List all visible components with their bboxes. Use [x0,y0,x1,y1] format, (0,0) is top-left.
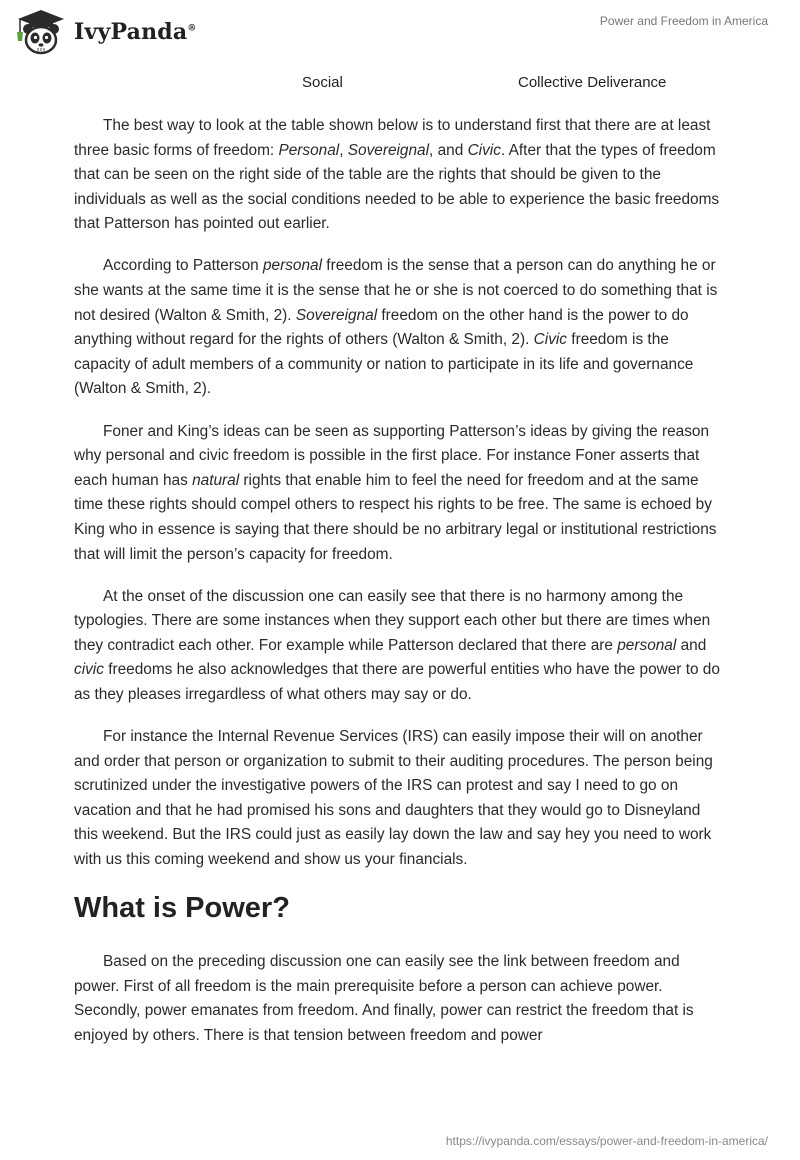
essay-body [74,114,726,1066]
document-title: Power and Freedom in America [599,14,768,28]
text-run: . After that the types of freedom that can be seen on the right side of the table are the rights that should be given to the individuals as well as the social conditions needed to be able to experience the basic freedoms that Patterson has pointed out earlier. [74,141,720,233]
emphasized-term: Civic [467,141,501,159]
text-run: and [676,636,707,654]
emphasized-term: personal [617,636,677,654]
page-header [0,0,800,70]
source-url[interactable]: https://ivypanda.com/essays/power-and-freedom-in-america/ [445,1134,768,1148]
paragraphs-before-heading [74,114,726,873]
text-run: For instance the Internal Revenue Services (IRS) can easily impose their will on another and order that person or organization to submit to their auditing procedures. The person being scrutinized under the investigative powers of the IRS can protest and say I need to go on vacation and that he had promised his sons and daughters that they would go to Disneyland this weekend. But the IRS could just as easily lay down the law and say hey you need to work with us this coming weekend and show us your financials. [74,728,713,869]
section-heading: What is Power? [74,892,290,925]
text-run: At the onset of the discussion one can easily see that there is no harmony among the typologies. There are some instances when they support each other but there are times when they contradict each other. For example while Patterson declared that there are [74,587,711,654]
text-run: , and [429,141,468,159]
emphasized-term: personal [262,257,323,275]
paragraph [74,725,726,873]
emphasized-term: natural [192,471,240,489]
text-run: Based on the preceding discussion one can easily see the link between freedom and power. First of all freedom is the main prerequisite before a person can achieve power. Secondly, power emanates from freedom. And finally, power can restrict the freedom that is enjoyed by others. There is that tension between freedom and power [74,953,694,1044]
text-run: According to Patterson [103,257,263,275]
text-run: , [339,141,348,159]
brand-logo[interactable] [14,8,197,56]
text-run: freedom is the capacity of adult members of a community or nation to participate in its life and governance (Walton & Smith, 2). [74,331,694,398]
paragraph [74,420,726,568]
table-cell-collective-deliverance: Collective Deliverance [518,74,667,91]
emphasized-term: Sovereignal [295,306,378,324]
paragraph [74,950,726,1048]
paragraph [74,254,726,402]
text-run: freedom is the sense that a person can do anything he or she wants at the same time it is the sense that he or she is not coerced to do something that is not desired (Walton & Smith, 2). [74,257,718,324]
paragraph [74,114,726,237]
emphasized-term: Personal [278,141,340,159]
text-run: rights that enable him to feel the need for freedom and at the same time these rights should compel others to respect his rights to be free. The same is echoed by King who in essence is saying that there should be no arbitrary legal or institutional restrictions that will limit the person’s capacity for freedom. [74,471,717,563]
text-run: freedom on the other hand is the power to do anything without regard for the rights of others (Walton & Smith, 2). [74,306,689,349]
text-run: The best way to look at the table shown below is to understand first that there are at least three basic forms of freedom: [74,117,711,159]
emphasized-term: Civic [533,331,568,349]
paragraphs-after-heading [74,950,726,1048]
paragraph [74,585,726,708]
text-run: freedoms he also acknowledges that there are powerful entities who have the power to do as they pleases irregardless of what others may say or do. [74,661,720,703]
panda-graduate-icon [14,8,68,56]
table-row [0,74,800,94]
table-cell-social: Social [302,74,343,91]
emphasized-term: civic [74,661,104,679]
brand-name: IvyPanda® [74,19,197,45]
emphasized-term: Sovereignal [347,141,430,159]
text-run: Foner and King’s ideas can be seen as supporting Patterson’s ideas by giving the reason why personal and civic freedom is possible in the first place. For instance Foner asserts that each human has [74,422,710,489]
